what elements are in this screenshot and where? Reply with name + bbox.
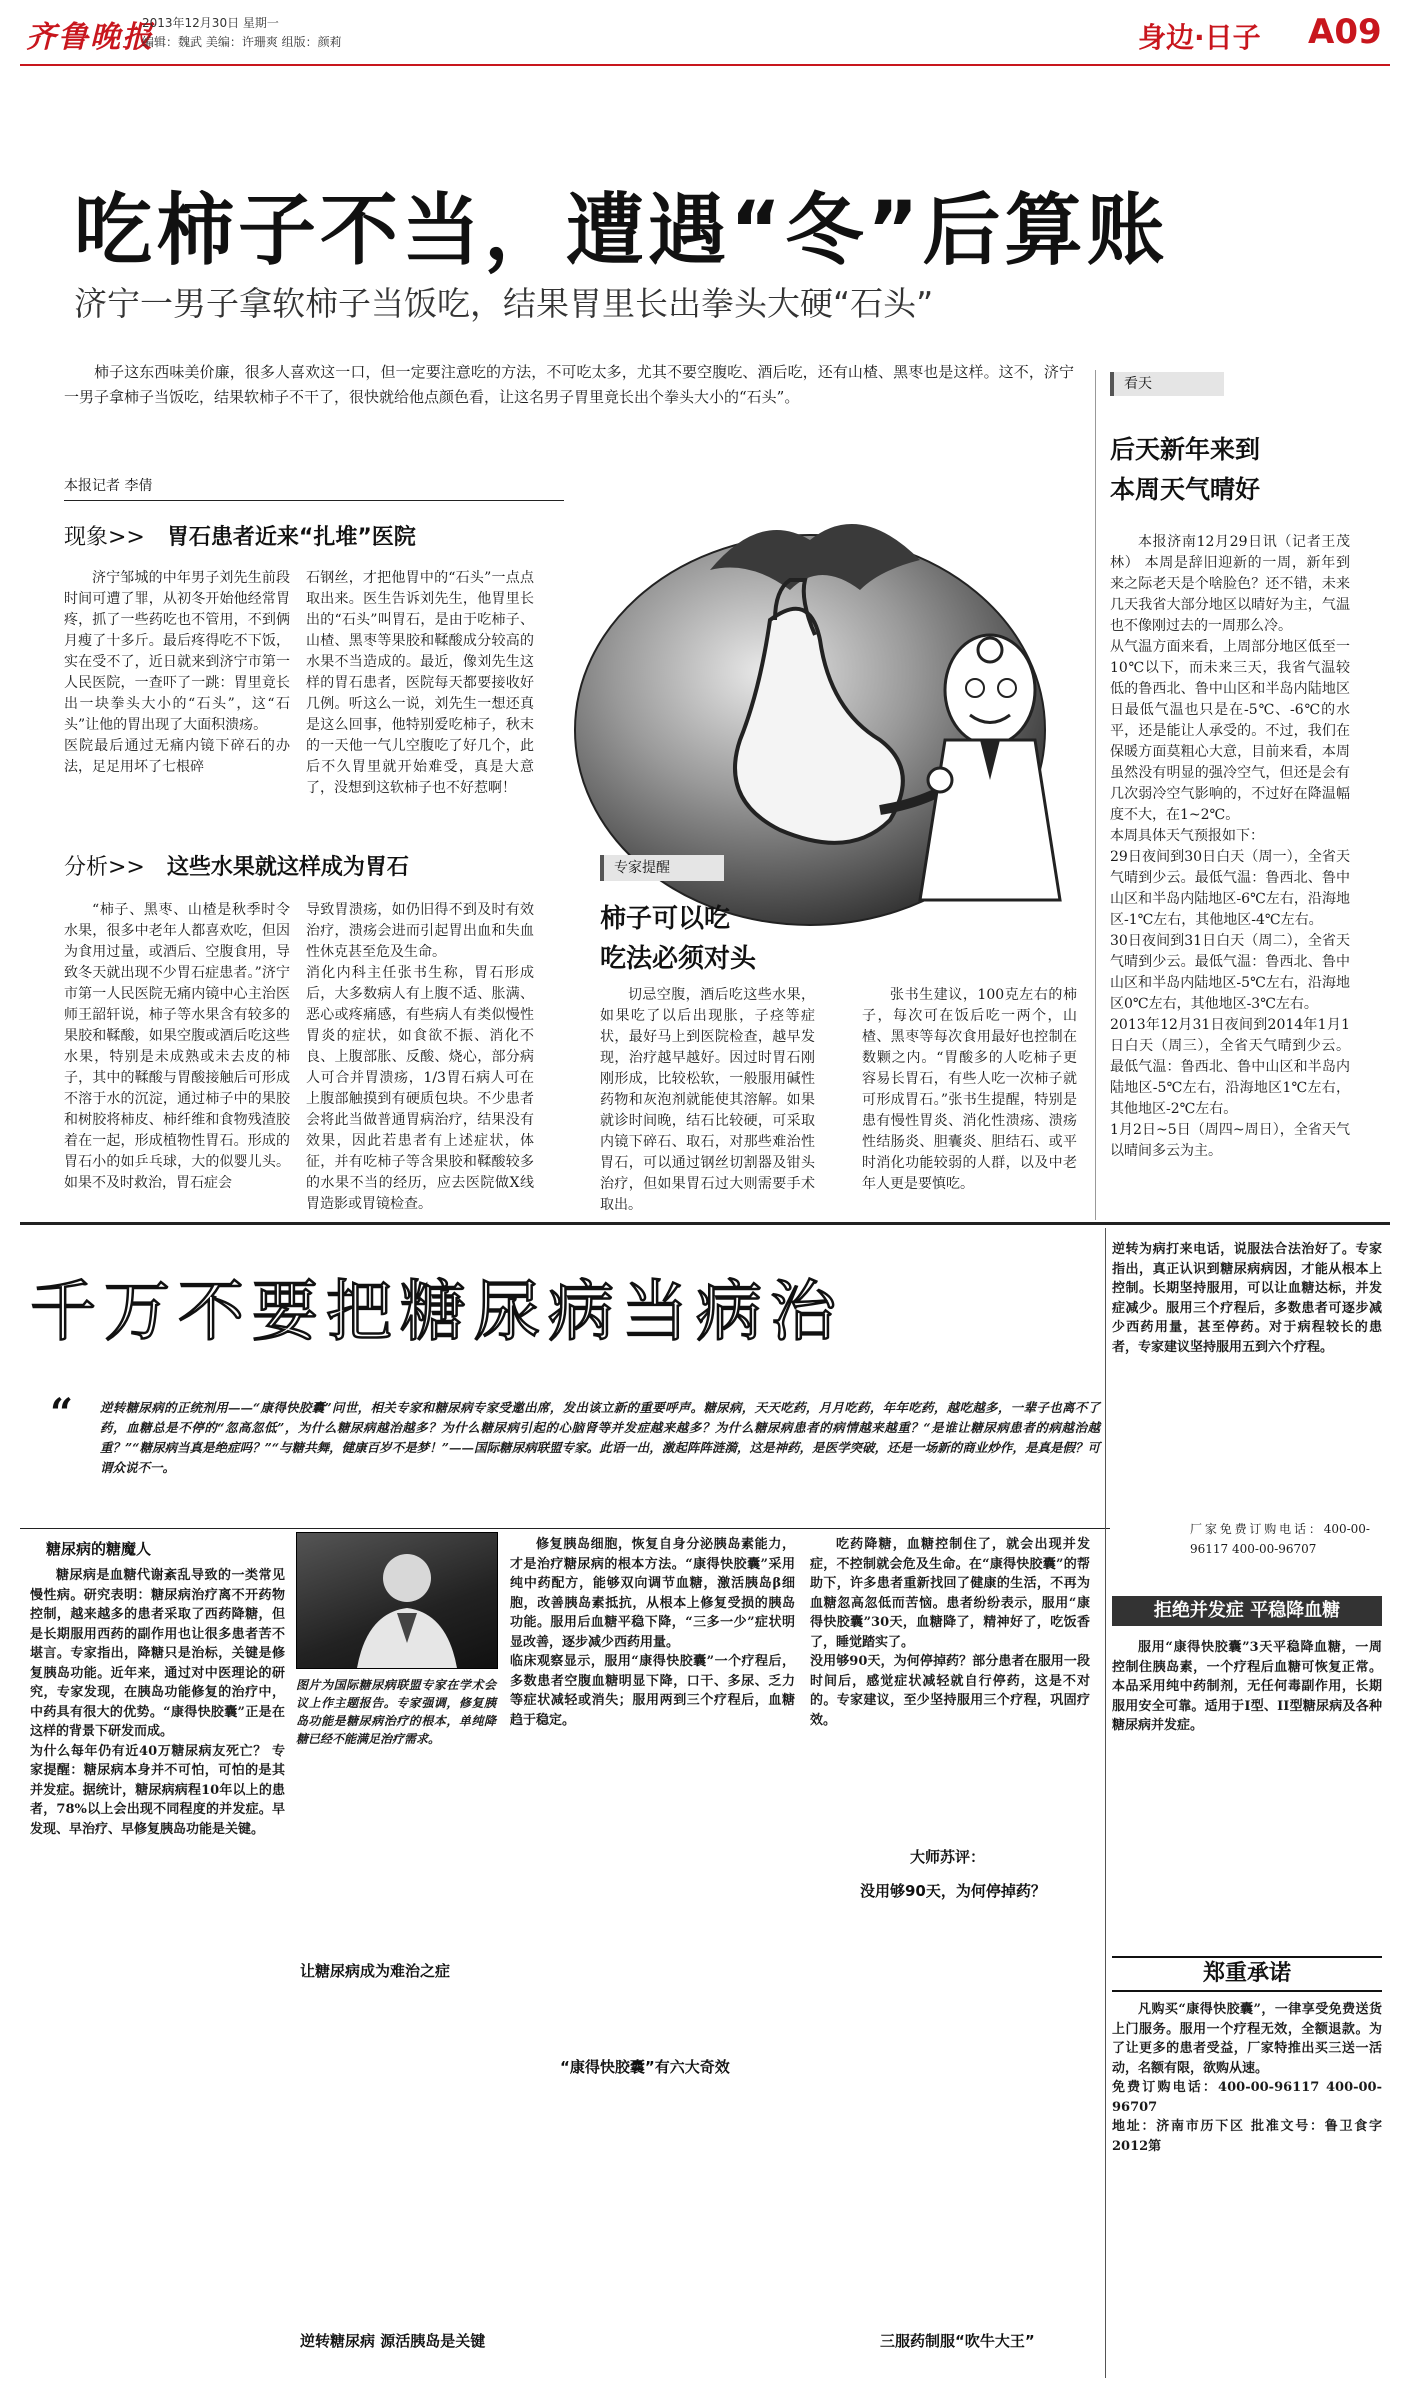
quote-mark-icon: “ [50, 1390, 74, 1437]
section2-title: 这些水果就这样成为胃石 [166, 855, 409, 880]
section2-heading [64, 850, 409, 881]
ad-heading-g: 三服药制服“吹牛大王” [880, 2332, 1035, 2350]
lead-rule [64, 500, 564, 501]
ad-contact: 厂家免费订购电话：400-00-96117 400-00-96707 [1190, 1522, 1370, 1556]
byline: 本报记者 李倩 [64, 478, 153, 494]
tip-col1: 切忌空腹，酒后吃这些水果，如果吃了以后出现胀，子痉等症状，最好马上到医院检查，越早发现，治疗越早越好。因过时胃石刚刚形成，比较松软，一般服用碱性药物和灰泡剂就能使其溶解。如果就诊时间晚，结石比较硬，可采取内镜下碎石、取石，对那些难治性胃石，可以通过钢丝切割器及钳头治疗，但如果胃石过大则需要手术取出。 [600, 987, 815, 1213]
section2-tag: 分析>> [64, 855, 145, 880]
tip-label [600, 855, 724, 881]
date-line: 2013年12月30日 星期一 [142, 16, 279, 30]
tip-col2: 张书生建议，100克左右的柿子，每次可在饭后吃一两个，山楂、黑枣等每次食用最好也控制在数颗之内。“胃酸多的人吃柿子更容易长胃石，有些人吃一次柿子就可形成胃石。”张书生提醒，特别是患有慢性胃炎、消化性溃疡、溃疡性结肠炎、胆囊炎、胆结石、或平时消化功能较弱的人群，以及中老年人更是要慎吃。 [862, 987, 1077, 1192]
side-heading-1-text: 拒绝并发症 平稳降血糖 [1153, 1600, 1341, 1621]
editor-line: 编辑：魏武 美编：许珊爽 组版：颜莉 [142, 35, 342, 49]
weather-title-line2: 本周天气晴好 [1110, 475, 1261, 504]
ad-side-mid: 服用“康得快胶囊”3天平稳降血糖，一周控制住胰岛素，一个疗程后血糖可恢复正常。本品采用纯中药制剂，无任何毒副作用，长期服用安全可靠。适用于I型、II型糖尿病及各种糖尿病并发症。 [1112, 1640, 1382, 1733]
ad-headline: 千万不要把糖尿病当病治 [30, 1273, 844, 1350]
ad-heading-d: “康得快胶囊”有六大奇效 [560, 2058, 730, 2076]
masthead-rule [20, 64, 1390, 66]
tip-title-line2: 吃法必须对头 [600, 944, 757, 974]
expert-photo [296, 1532, 498, 1669]
side-heading-2 [1112, 1956, 1382, 1992]
section1-col1: 济宁邹城的中年男子刘先生前段时间可遭了罪，从初冬开始他经常胃疼，抓了一些药吃也不管用，不到俩月瘦了十多斤。最后疼得吃不下饭，实在受不了，近日就来到济宁市第一人民医院，一查吓了一跳：胃里竟长出一块拳头大小的“石头”，这“石头”让他的胃出现了大面积溃疡。 医院最后通过无痛内镜下碎石的办法，足足用坏了七根碎 [64, 570, 290, 775]
section1-tag: 现象>> [64, 525, 145, 550]
section1-heading [64, 520, 416, 551]
section2-col2: 导致胃溃疡，如仍旧得不到及时有效治疗，溃疡会进而引起胃出血和失血性休克甚至危及生命。 消化内科主任张书生称，胃石形成后，大多数病人有上腹不适、胀满、恶心或疼痛感，有些病人有类似慢性胃炎的症状，如食欲不振、消化不良、上腹部胀、反酸、烧心，部分病人可合并胃溃疡，1/3胃石病人可在上腹部触摸到有硬质包块。不少患者会将此当做普通胃病治疗，结果没有效果，因此若患者有上述症状，体征，并有吃柿子等含果胶和鞣酸较多的水果不当的经历，应去医院做X线胃造影或胃镜检查。 [306, 902, 534, 1212]
ad-heading-e: 大师苏评： [910, 1848, 986, 1866]
ad-top-rule [20, 1222, 1390, 1225]
ad-heading-c: 让糖尿病成为难治之症 [300, 1962, 451, 1980]
ad-heading-a: 糖尿病的糖魔人 [46, 1540, 152, 1558]
ad-side-divider [1105, 1228, 1106, 2378]
weather-body: 本报济南12月29日讯（记者王茂林） 本周是辞旧迎新的一周，新年到来之际老天是个啥脸色？还不错，未来几天我省大部分地区以晴好为主，气温也不像刚过去的一周那么冷。 从气温方面来看，上周部分地区低至一10℃以下，而未来三天，我省气温较低的鲁西北、鲁中山区和半岛内陆地区日最低气温也只是在-5℃、-6℃的水平，还是能让人承受的。不过，我们在保暖方面莫粗心大意，目前来看，本周虽然没有明显的强冷空气，但还是会有几次弱冷空气影响的，不过好在降温幅度不大，在1~2℃。 本周具体天气预报如下： 29日夜间到30日白天（周一），全省天气晴到少云。最低气温：鲁西北、鲁中山区和半岛内陆地区-6℃左右，沿海地区-1℃左右，其他地区-4℃左右。 30日夜间到31日白天（周二），全省天气晴到少云。最低气温：鲁西北、鲁中山区和半岛内陆地区-5℃左右，沿海地区0℃左右，其他地区-3℃左右。 2013年12月31日夜间到2014年1月1日白天（周三），全省天气晴到少云。最低气温：鲁西北、鲁中山区和半岛内陆地区-5℃左右，沿海地区1℃左右，其他地区-2℃左右。 1月2日~5日（周四~周日），全省天气以晴间多云为主。 [1110, 534, 1350, 1159]
ad-intro: 逆转糖尿病的正统剂用——“康得快胶囊”问世，相关专家和糖尿病专家受邀出席，发出该立新的重要呼声。糖尿病，天天吃药，月月吃药，年年吃药，越吃越多，一辈子也离不了药，血糖总是不停的“忽高忽低”，为什么糖尿病越治越多？为什么糖尿病引起的心脑肾等并发症越来越多？为什么糖尿病患者的病情越来越重？“是谁让糖尿病患者的病越治越重？”“糖尿病当真是绝症吗？”“与糖共舞，健康百岁不是梦！”——国际糖尿病联盟专家。此语一出，激起阵阵涟漪，这是神药，是医学突破，还是一场新的商业炒作，是真是假？可谓众说不一。 [100, 1400, 1100, 1475]
side-heading-1 [1112, 1596, 1382, 1626]
expert-portrait-icon [297, 1533, 497, 1668]
weather-label-text: 看天 [1124, 376, 1152, 392]
ad-column-b: 修复胰岛细胞，恢复自身分泌胰岛素能力，才是治疗糖尿病的根本方法。“康得快胶囊”采用纯中药配方，能够双向调节血糖，激活胰岛β细胞，改善胰岛素抵抗，从根本上修复受损的胰岛功能。服用后血糖平稳下降，“三多一少”症状明显改善，逐步减少西药用量。 临床观察显示，服用“康得快胶囊”一个疗程后，多数患者空腹血糖明显下降，口干、多尿、乏力等症状减轻或消失；服用两到三个疗程后，血糖趋于稳定。 [510, 1537, 795, 1728]
ad-intro-rule [20, 1528, 1110, 1529]
weather-label [1110, 372, 1224, 396]
headline: 吃柿子不当，遭遇“冬”后算账 [74, 186, 1169, 276]
ad-column-a: 糖尿病是血糖代谢紊乱导致的一类常见慢性病。研究表明：糖尿病治疗离不开药物控制，越来越多的患者采取了西药降糖，但是长期服用西药的副作用也让很多患者苦不堪言。专家指出，降糖只是治标，关键是修复胰岛功能。近年来，通过对中医理论的研究，专家发现，在胰岛功能修复的治疗中，中药具有很大的优势。“康得快胶囊”正是在这样的背景下研发而成。 为什么每年仍有近40万糖尿病友死亡？ 专家提醒：糖尿病本身并不可怕，可怕的是其并发症。据统计，糖尿病病程10年以上的患者，78%以上会出现不同程度的并发症。早发现、早治疗、早修复胰岛功能是关键。 [30, 1568, 285, 1837]
newspaper-logo: 齐鲁晚报 [26, 20, 154, 55]
page-number: A09 [1308, 12, 1382, 52]
subheadline: 济宁一男子拿软柿子当饭吃，结果胃里长出拳头大硬“石头” [74, 284, 934, 323]
section1-col2: 石钢丝，才把他胃中的“石头”一点点取出来。医生告诉刘先生，他胃里长出的“石头”叫胃石，是由于吃柿子、山楂、黑枣等果胶和鞣酸成分较高的水果不当造成的。最近，像刘先生这样的胃石患者，医院每天都要接收好几例。听这么一说，刘先生一想还真是这么回事，他特别爱吃柿子，秋末的一天他一气儿空腹吃了好几个，此后不久胃里就开始难受，真是大意了，没想到这软柿子也不好惹啊！ [306, 570, 534, 796]
section2-col1: “柿子、黑枣、山楂是秋季时令水果，很多中老年人都喜欢吃，但因为食用过量，或酒后、空腹食用，导致冬天就出现不少胃石症患者。”济宁市第一人民医院无痛内镜中心主治医师王韶轩说，柿子等水果含有较多的果胶和鞣酸，如果空腹或酒后吃这些水果，特别是未成熟或未去皮的柿子，其中的鞣酸与胃酸接触后可形成不溶于水的沉淀，通过柿子中的果胶和树胶将柿皮、柿纤维和食物残渣胶着在一起，形成植物性胃石。形成的胃石小的如乒乓球，大的似婴儿头。如果不及时救治，胃石症会 [64, 902, 290, 1191]
weather-title-line1: 后天新年来到 [1110, 435, 1261, 464]
lead-paragraph: 柿子这东西味美价廉，很多人喜欢这一口，但一定要注意吃的方法，不可吃太多，尤其不要空腹吃、酒后吃，还有山楂、黑枣也是这样。这不，济宁一男子拿柿子当饭吃，结果软柿子不干了，很快就给他点颜色看，让这名男子胃里竟长出个拳头大小的“石头”。 [64, 363, 1074, 406]
tip-title-line1: 柿子可以吃 [600, 904, 731, 934]
ad-column-c: 吃药降糖，血糖控制住了，就会出现并发症，不控制就会危及生命。在“康得快胶囊”的帮助下，许多患者重新找回了健康的生活，不再为血糖忽高忽低而苦恼。患者纷纷表示，服用“康得快胶囊”30天，血糖降了，精神好了，吃饭香了，睡觉踏实了。 没用够90天，为何停掉药？部分患者在服用一段时间后，感觉症状减轻就自行停药，这是不对的。专家建议，至少坚持服用三个疗程，巩固疗效。 [810, 1537, 1090, 1728]
ad-side-bottom: 凡购买“康得快胶囊”，一律享受免费送货上门服务。服用一个疗程无效，全额退款。为了让更多的患者受益，厂家特推出买三送一活动，名额有限，欲购从速。 免费订购电话：400-00-96117 400-00-96707 地址：济南市历下区 批准文号：鲁卫食字2012第 [1112, 2002, 1382, 2154]
section1-title: 胃石患者近来“扎堆”医院 [166, 525, 416, 550]
section-title: 身边·日子 [1138, 21, 1261, 54]
persimmon-stomach-illustration [560, 440, 1080, 970]
ad-side-top: 逆转为病打来电话，说服法合法治好了。专家指出，真正认识到糖尿病病因，才能从根本上控制。长期坚持服用，可以让血糖达标，并发症减少。服用三个疗程后，多数患者可逐步减少西药用量，甚至停药。对于病程较长的患者，专家建议坚持服用五到六个疗程。 [1112, 1242, 1382, 1355]
photo-caption: 图片为国际糖尿病联盟专家在学术会议上作主题报告。专家强调，修复胰岛功能是糖尿病治疗的根本，单纯降糖已经不能满足治疗需求。 [296, 1678, 496, 1746]
weather-divider [1095, 370, 1096, 1220]
ad-heading-h: 逆转糖尿病 源活胰岛是关键 [300, 2332, 486, 2350]
masthead [0, 0, 1409, 62]
ad-heading-f: 没用够90天，为何停掉药？ [860, 1882, 1046, 1900]
tip-label-text: 专家提醒 [614, 860, 670, 876]
side-heading-2-text: 郑重承诺 [1202, 1961, 1291, 1986]
